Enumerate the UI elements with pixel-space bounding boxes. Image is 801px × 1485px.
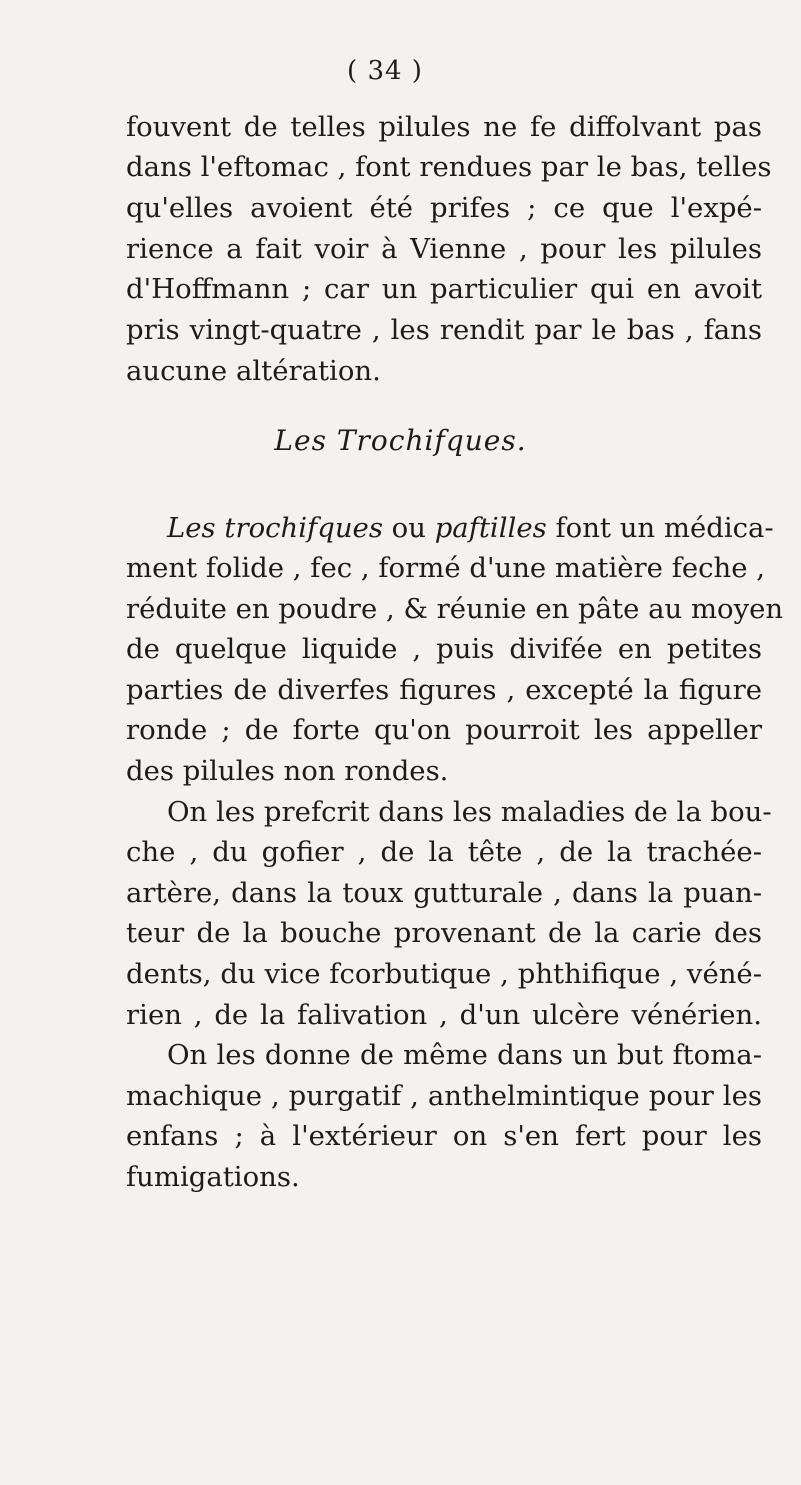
text-line: ment folide , fec , formé d'une matière feche , bbox=[126, 552, 766, 584]
text-line: enfans ; à l'extérieur on s'en fert pour les bbox=[126, 1120, 762, 1152]
text-run: ou bbox=[382, 512, 435, 544]
italic-term: Les trochifques bbox=[167, 512, 383, 544]
text-line: des pilules non rondes. bbox=[126, 755, 449, 787]
text-line: dans l'eftomac , font rendues par le bas, telles bbox=[126, 151, 772, 183]
text-line: On les prefcrit dans les maladies de la bou- bbox=[167, 796, 772, 828]
text-line: machique , purgatif , anthelmintique pour les bbox=[126, 1080, 762, 1112]
text-line: aucune altération. bbox=[126, 355, 381, 387]
text-line: fouvent de telles pilules ne fe diffolvant pas bbox=[126, 111, 762, 143]
page-number: ( 34 ) bbox=[347, 56, 423, 86]
text-line: ronde ; de forte qu'on pourroit les appeller bbox=[126, 714, 762, 746]
text-line: teur de la bouche provenant de la carie des bbox=[126, 917, 762, 949]
text-line: rience a fait voir à Vienne , pour les pilules bbox=[126, 233, 762, 265]
text-line: dents, du vice fcorbutique , phthifique , véné- bbox=[126, 958, 762, 990]
section-heading: Les Trochifques. bbox=[274, 424, 527, 457]
text-line: On les donne de même dans un but ftoma- bbox=[167, 1039, 762, 1071]
text-line: artère, dans la toux gutturale , dans la puan- bbox=[126, 877, 762, 909]
text-run: font un médica- bbox=[546, 512, 774, 544]
text-line: de quelque liquide , puis divifée en petites bbox=[126, 633, 762, 665]
italic-term: paftilles bbox=[434, 512, 547, 544]
paragraph-first-line bbox=[167, 508, 774, 548]
text-line: qu'elles avoient été prifes ; ce que l'expé- bbox=[126, 192, 762, 224]
text-line: fumigations. bbox=[126, 1161, 300, 1193]
text-line: parties de diverfes figures , excepté la figure bbox=[126, 674, 762, 706]
text-line: réduite en poudre , & réunie en pâte au moyen bbox=[126, 593, 784, 625]
text-line: che , du gofier , de la tête , de la trachée- bbox=[126, 836, 762, 868]
text-line: rien , de la falivation , d'un ulcère vénérien. bbox=[126, 999, 762, 1031]
text-line: pris vingt-quatre , les rendit par le bas , fans bbox=[126, 314, 762, 346]
text-line: d'Hoffmann ; car un particulier qui en avoit bbox=[126, 273, 762, 305]
